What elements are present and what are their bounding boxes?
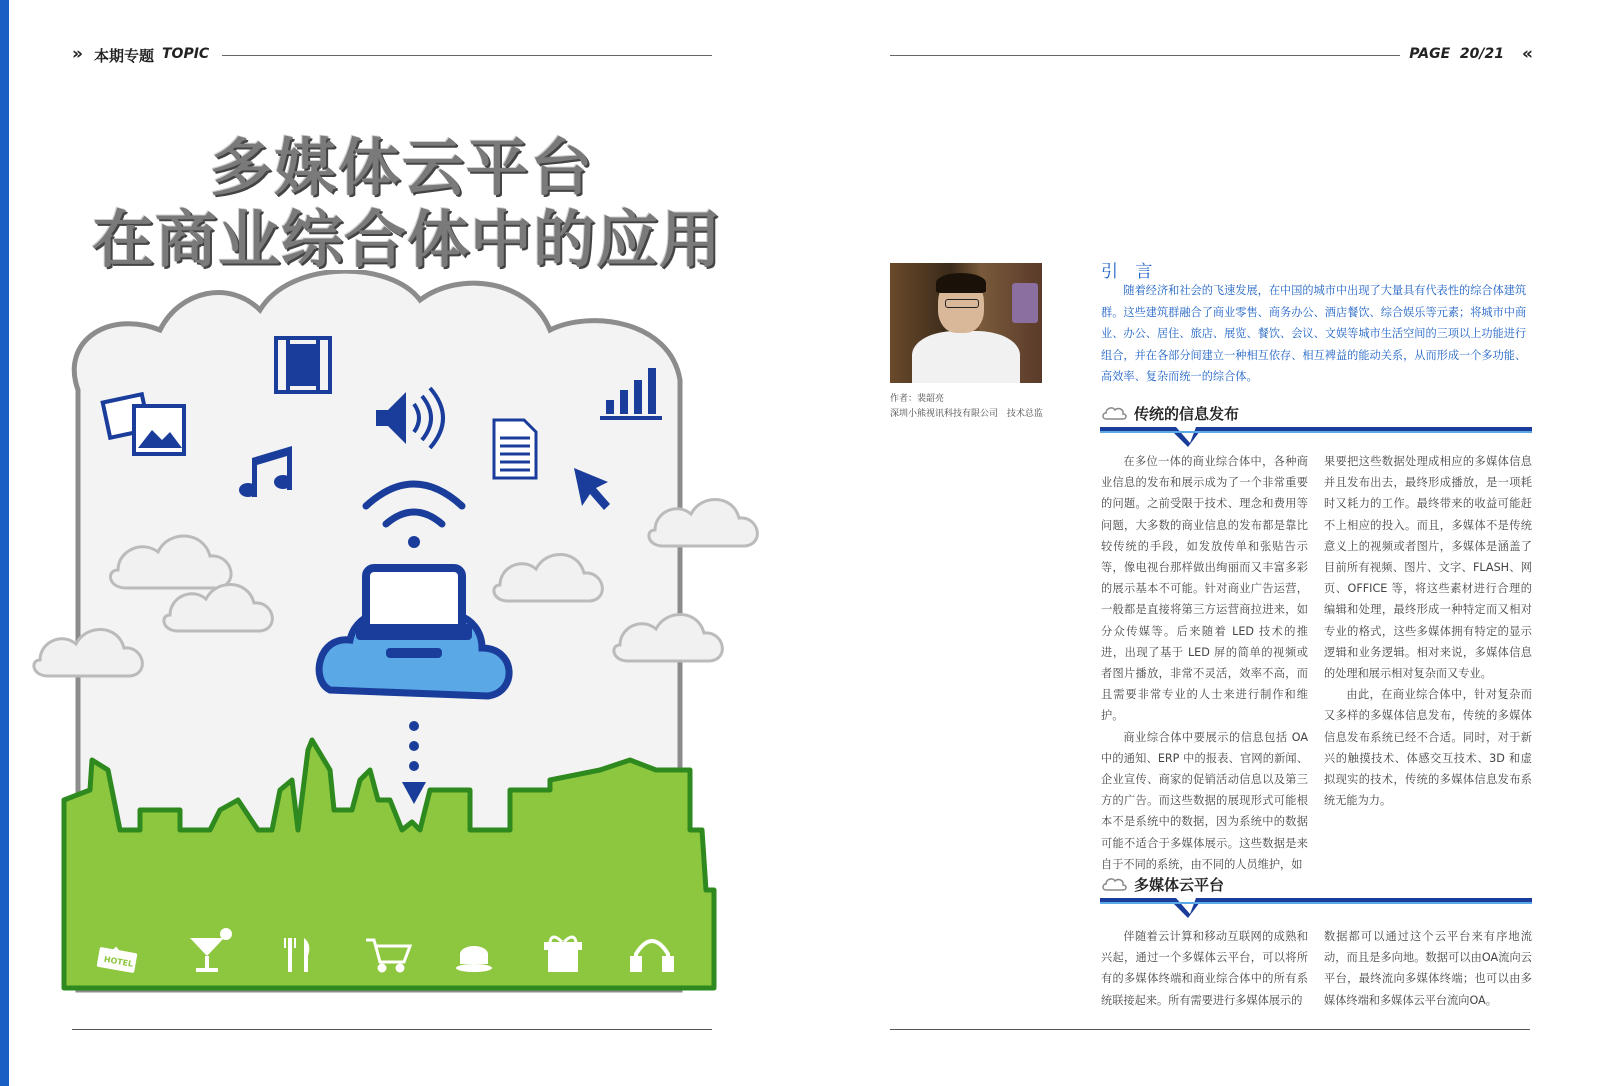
section1-column1: 在多位一体的商业综合体中，各种商业信息的发布和展示成为了一个非常重要的问题。之前受限于技术、理念和费用等问题，大多数的商业信息的发布都是靠比较传统的手段，如发放传单和张贴告示等，像电视台那样做出绚丽而又丰富多彩的展示基本不可能。针对商业广告运营，一般都是直接将第三方运营商拉进来，如分众传媒等。后来随着 LED 技术的推进，出现了基于 LED 屏的简单的视频或者图片播放，非常不灵活，效率不高，而且需要非常专业的人士来进行制作和维护。 商业综合体中要展示的信息包括 OA 中的通知、ERP 中的报表、官网的新闻、企业宣传、商家的促销活动信息以及第三方的广告。而这些数据的展现形式可能根本不是系统中的数据，因为系统中的数据可能不适合于多媒体展示。这些数据是来自于不同的系统，由不同的人员维护，如 [1101,455,1308,871]
intro-paragraph: 随着经济和社会的飞速发展，在中国的城市中出现了大量具有代表性的综合体建筑群。这些建筑群融合了商业零售、商务办公、酒店餐饮、综合娱乐等元素；将城市中商业、办公、居住、旅店、展览、餐饮、会议、文娱等城市生活空间的三项以上功能进行组合，并在各部分间建立一种相互依存、相互裨益的能动关系，从而形成一个多功能、高效率、复杂而统一的综合体。 [1101,284,1527,383]
author-affiliation: 深圳小熊视讯科技有限公司 技术总监 [890,409,1043,419]
section-title: 传统的信息发布 [1134,405,1240,423]
section-title: 多媒体云平台 [1134,876,1225,894]
article-title-line1: 多媒体云平台 [210,131,595,204]
footer-rule-right [890,1029,1530,1030]
header-rule [222,55,712,56]
section2-column2: 数据都可以通过这个云平台来有序地流动，而且是多向地。数据可以由OA流向云平台，最终流向多媒体终端；也可以由多媒体终端和多媒体云平台流向OA。 [1324,930,1532,1007]
document-icon [494,420,536,478]
article-title-line2: 在商业综合体中的应用 [92,203,723,276]
topic-label: TOPIC [162,46,210,62]
page-edge-bar [0,0,9,1086]
section-divider [1100,425,1532,447]
left-page-header [72,44,712,66]
double-chevron-left-icon: « [1522,44,1530,64]
author-photo [890,263,1042,383]
section-heading-cloud-platform [1100,872,1532,918]
author-name: 作者：裴韶亮 [890,394,945,404]
section-heading-traditional [1100,401,1532,447]
cloud-bullet-icon [1102,876,1128,892]
cloud-city-illustration [30,270,770,1030]
footer-rule-left [72,1029,712,1030]
hotel-sign-text: HOTEL [103,954,134,969]
right-page-header [890,44,1530,66]
header-rule [890,55,1400,56]
section-divider [1100,896,1532,918]
intro-heading: 引 言 [1101,262,1159,282]
section-label: 本期专题 [94,47,155,65]
section2-column1: 伴随着云计算和移动互联网的成熟和兴起，通过一个多媒体云平台，可以将所有的多媒体终端和商业综合体中的所有系统联接起来。所有需要进行多媒体展示的 [1101,930,1308,1007]
double-chevron-right-icon: » [72,44,80,64]
section1-column2: 果要把这些数据处理成相应的多媒体信息并且发布出去，最终形成播放，是一项耗时又耗力的工作。最终带来的收益可能赶不上相应的投入。而且，多媒体不是传统意义上的视频或者图片，多媒体是涵盖了目前所有视频、图片、文字、FLASH、网页、OFFICE 等，将这些素材进行合理的编辑和处理，最终形成一种特定而又相对专业的格式，这些多媒体拥有特定的显示逻辑和业务逻辑。相对来说，多媒体信息的处理和展示相对复杂而又专业。 由此，在商业综合体中，针对复杂而又多样的多媒体信息发布，传统的多媒体信息发布系统已经不合适。同时，对于新兴的触摸技术、体感交互技术、3D 和虚拟现实的技术，传统的多媒体信息发布系统无能为力。 [1324,455,1532,808]
gift-box-icon [544,937,582,972]
page-number: PAGE 20/21 [1409,46,1504,62]
cloud-bullet-icon [1102,405,1128,421]
